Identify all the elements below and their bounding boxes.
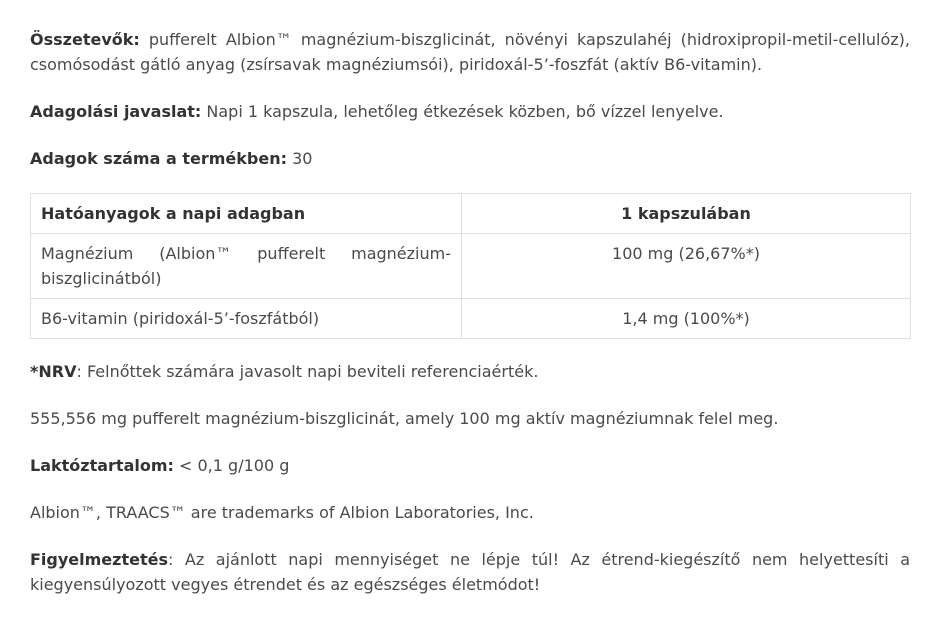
lactose-paragraph: [30, 453, 910, 478]
ingredients-paragraph: [30, 27, 910, 77]
active-ingredients-table: [30, 193, 911, 339]
table-cell-amount: 100 mg (26,67%*): [462, 234, 911, 299]
table-row: [31, 234, 911, 299]
warning-text: : Az ajánlott napi mennyiséget ne lépje túl! Az étrend-kiegészítő nem helyettesíti a kiegyensúlyozott vegyes étrendet és az egészséges életmódot!: [30, 550, 910, 594]
product-info: [30, 27, 910, 597]
nrv-label: *NRV: [30, 362, 77, 381]
table-header-row: [31, 194, 911, 234]
table-cell-amount: 1,4 mg (100%*): [462, 299, 911, 339]
warning-paragraph: [30, 547, 910, 597]
table-cell-ingredient: Magnézium (Albion™ pufferelt magnézium-biszglicinátból): [31, 234, 462, 299]
dosage-paragraph: [30, 99, 910, 124]
table-row: [31, 299, 911, 339]
servings-paragraph: [30, 146, 910, 171]
lactose-label: Laktóztartalom:: [30, 456, 174, 475]
table-cell-ingredient: B6-vitamin (piridoxál-5’-foszfátból): [31, 299, 462, 339]
dosage-text: Napi 1 kapszula, lehetőleg étkezések közben, bő vízzel lenyelve.: [201, 102, 724, 121]
lactose-text: < 0,1 g/100 g: [173, 456, 290, 475]
equivalence-paragraph: 555,556 mg pufferelt magnézium-biszglicinát, amely 100 mg aktív magnéziumnak felel meg.: [30, 409, 779, 428]
servings-label: Adagok száma a termékben:: [30, 149, 287, 168]
ingredients-label: Összetevők:: [30, 30, 140, 49]
table-header-ingredient: Hatóanyagok a napi adagban: [31, 194, 462, 234]
trademark-paragraph: Albion™, TRAACS™ are trademarks of Albion Laboratories, Inc.: [30, 503, 534, 522]
nrv-text: : Felnőttek számára javasolt napi beviteli referenciaérték.: [76, 362, 539, 381]
table-header-amount: 1 kapszulában: [462, 194, 911, 234]
nrv-paragraph: [30, 359, 910, 384]
servings-text: 30: [286, 149, 313, 168]
ingredients-text: pufferelt Albion™ magnézium-biszglicinát, növényi kapszulahéj (hidroxipropil-metil-cellulóz), csomósodást gátló anyag (zsírsavak magnéziumsói), piridoxál-5’-foszfát (aktív B6-vitamin).: [30, 30, 910, 74]
dosage-label: Adagolási javaslat:: [30, 102, 202, 121]
warning-label: Figyelmeztetés: [30, 550, 168, 569]
